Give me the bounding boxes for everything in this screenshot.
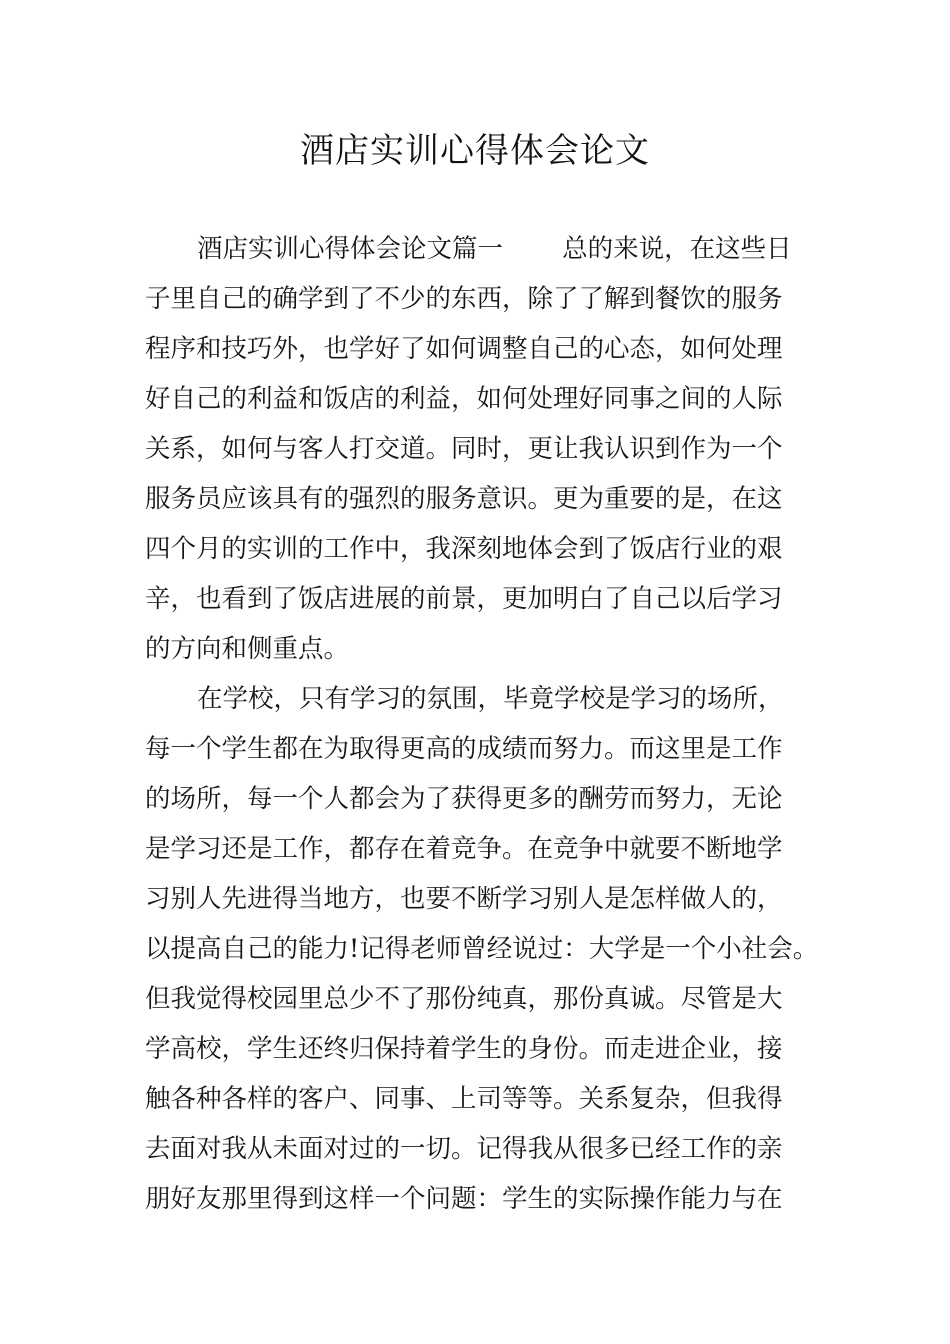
text-line: 程序和技巧外，也学好了如何调整自己的心态，如何处理 (145, 334, 783, 364)
text-line: 酒店实训心得体会论文篇一 总的来说，在这些日 (197, 234, 792, 264)
page-title: 酒店实训心得体会论文 (300, 131, 650, 171)
text-line: 习别人先进得当地方，也要不断学习别人是怎样做人的， (145, 884, 783, 914)
text-line: 是学习还是工作，都存在着竞争。在竞争中就要不断地学 (145, 834, 783, 864)
text-line: 好自己的利益和饭店的利益，如何处理好同事之间的人际 (145, 384, 783, 414)
text-line: 学高校，学生还终归保持着学生的身份。而走进企业，接 (145, 1034, 783, 1064)
text-line: 触各种各样的客户、同事、上司等等。关系复杂，但我得 (145, 1084, 783, 1114)
body-text (145, 224, 819, 1224)
text-line: 以提高自己的能力!记得老师曾经说过：大学是一个小社会。 (145, 934, 819, 964)
text-line: 去面对我从未面对过的一切。记得我从很多已经工作的亲 (145, 1134, 783, 1164)
text-line: 服务员应该具有的强烈的服务意识。更为重要的是，在这 (145, 484, 783, 514)
text-line: 的场所，每一个人都会为了获得更多的酬劳而努力，无论 (145, 784, 783, 814)
text-line: 关系，如何与客人打交道。同时，更让我认识到作为一个 (145, 434, 783, 464)
text-line: 在学校，只有学习的氛围，毕竟学校是学习的场所， (197, 684, 784, 714)
text-line: 的方向和侧重点。 (145, 634, 350, 664)
text-line: 四个月的实训的工作中，我深刻地体会到了饭店行业的艰 (145, 534, 783, 564)
text-line: 辛，也看到了饭店进展的前景，更加明白了自己以后学习 (145, 584, 783, 614)
text-line: 子里自己的确学到了不少的东西，除了了解到餐饮的服务 (145, 284, 783, 314)
text-line: 朋好友那里得到这样一个问题：学生的实际操作能力与在 (145, 1184, 783, 1214)
text-line: 但我觉得校园里总少不了那份纯真，那份真诚。尽管是大 (145, 984, 783, 1014)
text-line: 每一个学生都在为取得更高的成绩而努力。而这里是工作 (145, 734, 783, 764)
